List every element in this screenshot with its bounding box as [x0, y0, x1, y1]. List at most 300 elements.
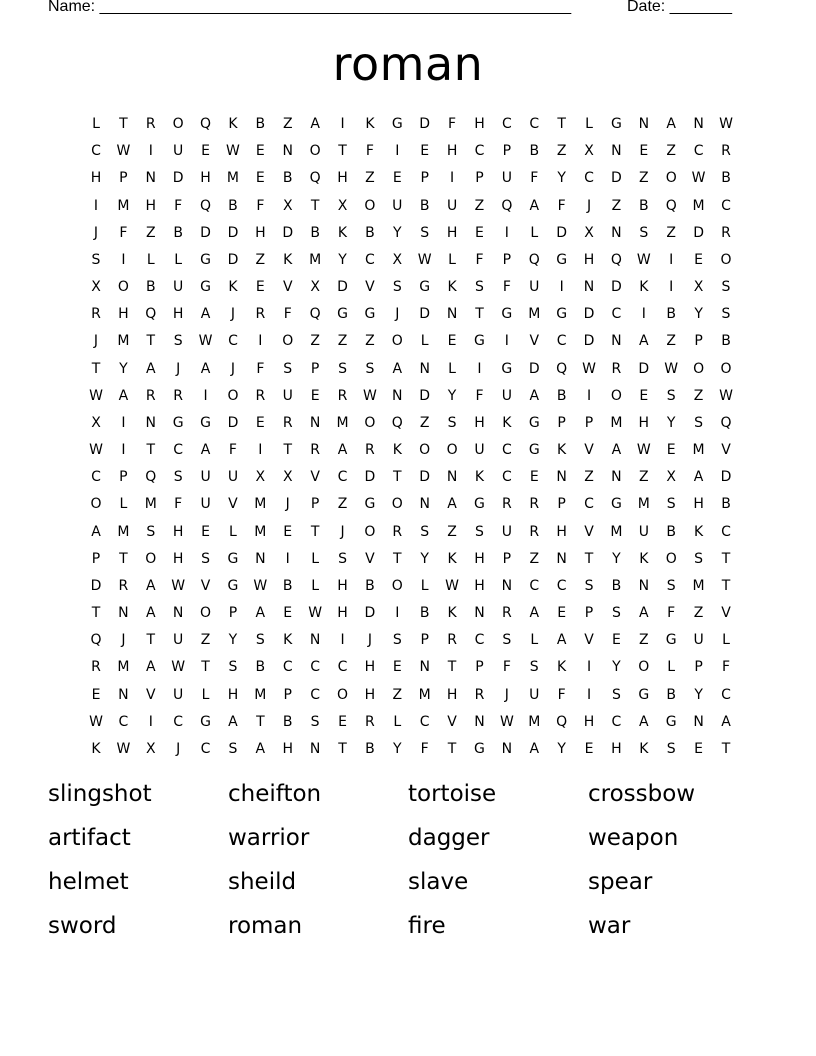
grid-letter: Q: [200, 197, 212, 214]
grid-letter: E: [201, 143, 210, 160]
grid-letter: Z: [556, 143, 567, 160]
grid-letter: L: [585, 116, 593, 132]
grid-letter: E: [255, 279, 265, 296]
grid-letter: D: [611, 279, 622, 296]
grid-letter: Z: [529, 550, 540, 567]
grid-letter: F: [283, 306, 292, 323]
grid-letter: N: [474, 713, 485, 730]
grid-letter: H: [474, 577, 485, 594]
grid-letter: H: [337, 577, 348, 594]
grid-letter: P: [420, 170, 429, 187]
grid-letter: T: [91, 605, 101, 622]
grid-letter: T: [201, 659, 210, 676]
grid-letter: T: [557, 116, 566, 132]
grid-letter: F: [228, 442, 237, 459]
grid-letter: R: [721, 224, 731, 241]
grid-letter: C: [501, 469, 512, 486]
grid-letter: M: [254, 496, 267, 513]
grid-letter: R: [173, 387, 184, 404]
grid-letter: K: [228, 279, 238, 296]
grid-letter: I: [340, 116, 345, 132]
grid-letter: G: [556, 306, 568, 323]
grid-letter: G: [474, 741, 485, 757]
grid-letter: N: [638, 116, 650, 132]
grid-letter: F: [119, 224, 128, 241]
grid-letter: C: [501, 442, 512, 459]
grid-letter: O: [364, 197, 376, 214]
grid-letter: O: [391, 496, 403, 513]
grid-letter: U: [501, 523, 512, 540]
grid-letter: C: [173, 713, 184, 730]
grid-letter: I: [586, 659, 592, 676]
grid-letter: P: [91, 550, 101, 567]
grid-letter: I: [504, 224, 509, 241]
grid-letter: J: [285, 496, 290, 513]
grid-letter: R: [145, 116, 156, 132]
grid-letter: H: [337, 170, 348, 187]
word-list-item: roman: [228, 913, 303, 939]
grid-letter: V: [584, 442, 594, 459]
grid-letter: Q: [145, 306, 157, 323]
grid-letter: O: [693, 360, 705, 377]
grid-letter: H: [474, 550, 485, 567]
grid-letter: R: [118, 577, 129, 594]
grid-letter: H: [255, 224, 266, 241]
grid-letter: J: [230, 306, 236, 323]
grid-letter: J: [230, 360, 236, 377]
grid-letter: A: [529, 741, 540, 757]
grid-letter: G: [610, 496, 622, 513]
grid-letter: D: [282, 224, 294, 241]
grid-letter: R: [529, 523, 540, 540]
grid-letter: I: [258, 333, 263, 350]
grid-letter: S: [392, 632, 402, 649]
grid-letter: Y: [694, 686, 703, 703]
grid-letter: Q: [145, 469, 157, 486]
grid-letter: B: [556, 387, 567, 404]
word-list-item: sword: [48, 913, 117, 939]
letter-grid: [89, 116, 733, 757]
grid-letter: H: [638, 414, 650, 431]
grid-letter: Q: [610, 251, 622, 268]
grid-letter: I: [395, 143, 400, 160]
grid-letter: Y: [393, 224, 402, 241]
grid-letter: N: [145, 170, 157, 187]
grid-letter: F: [448, 116, 457, 132]
grid-letter: A: [447, 496, 457, 513]
grid-letter: G: [337, 306, 348, 323]
grid-letter: R: [91, 306, 101, 323]
grid-letter: Z: [693, 605, 704, 622]
grid-letter: G: [556, 251, 568, 268]
grid-letter: O: [200, 605, 212, 622]
grid-letter: G: [391, 116, 403, 132]
grid-letter: P: [420, 632, 429, 649]
grid-letter: X: [91, 279, 101, 296]
grid-letter: N: [282, 143, 293, 160]
grid-letter: C: [337, 659, 348, 676]
grid-letter: S: [338, 550, 347, 567]
grid-letter: Y: [557, 170, 566, 187]
grid-letter: A: [145, 605, 156, 622]
grid-letter: C: [693, 143, 704, 160]
grid-letter: C: [118, 713, 129, 730]
grid-letter: R: [447, 632, 457, 649]
grid-letter: C: [337, 469, 348, 486]
grid-letter: L: [667, 659, 676, 676]
grid-letter: W: [499, 713, 514, 730]
grid-letter: M: [117, 659, 130, 676]
grid-letter: P: [228, 605, 238, 622]
grid-letter: R: [529, 496, 540, 513]
grid-letter: I: [450, 170, 455, 187]
grid-letter: H: [556, 523, 567, 540]
grid-letter: S: [392, 279, 402, 296]
grid-letter: B: [721, 170, 731, 187]
grid-letter: V: [584, 523, 594, 540]
grid-letter: A: [91, 523, 101, 540]
grid-letter: G: [665, 713, 677, 730]
grid-letter: N: [172, 605, 184, 622]
grid-letter: E: [392, 659, 402, 676]
grid-letter: Z: [584, 469, 594, 486]
grid-letter: O: [665, 170, 677, 187]
grid-letter: V: [447, 713, 457, 730]
grid-letter: C: [501, 116, 512, 132]
word-list-item: helmet: [48, 869, 129, 895]
grid-letter: A: [118, 387, 129, 404]
grid-letter: V: [365, 550, 375, 567]
grid-letter: N: [118, 686, 129, 703]
word-list-item: dagger: [408, 825, 490, 851]
grid-letter: T: [721, 741, 731, 757]
grid-letter: S: [283, 360, 293, 377]
grid-letter: G: [364, 496, 376, 513]
grid-letter: M: [226, 170, 239, 187]
word-list-item: slingshot: [48, 781, 152, 807]
grid-letter: K: [392, 442, 402, 459]
word-list-item: crossbow: [588, 781, 696, 807]
grid-letter: I: [340, 632, 345, 649]
grid-letter: K: [283, 251, 293, 268]
grid-letter: O: [309, 143, 321, 160]
grid-letter: K: [447, 279, 457, 296]
grid-letter: S: [91, 251, 101, 268]
grid-letter: W: [308, 605, 323, 622]
grid-letter: C: [474, 632, 485, 649]
worksheet-header: [0, 0, 816, 20]
grid-letter: T: [475, 306, 484, 323]
grid-letter: Z: [666, 333, 676, 350]
grid-letter: H: [474, 414, 485, 431]
grid-letter: F: [174, 496, 183, 513]
grid-letter: J: [93, 333, 99, 350]
grid-letter: B: [282, 577, 293, 594]
grid-letter: S: [173, 469, 183, 486]
grid-letter: B: [365, 741, 375, 757]
grid-letter: A: [666, 116, 676, 132]
grid-letter: A: [639, 713, 649, 730]
grid-letter: T: [447, 741, 457, 757]
grid-letter: O: [419, 442, 431, 459]
grid-letter: Y: [420, 550, 429, 567]
grid-letter: J: [586, 197, 592, 214]
grid-letter: I: [285, 550, 290, 567]
grid-letter: B: [666, 523, 676, 540]
grid-letter: E: [611, 632, 621, 649]
grid-letter: D: [200, 224, 211, 241]
grid-letter: P: [694, 333, 703, 350]
grid-letter: W: [171, 659, 186, 676]
grid-letter: L: [448, 360, 456, 377]
word-list-item: slave: [408, 869, 469, 895]
grid-letter: Z: [639, 632, 649, 649]
grid-letter: O: [720, 360, 732, 377]
grid-letter: F: [256, 360, 265, 377]
grid-letter: X: [310, 279, 320, 296]
grid-letter: G: [474, 333, 485, 350]
grid-letter: N: [309, 414, 321, 431]
grid-letter: V: [145, 686, 156, 703]
grid-letter: B: [529, 143, 540, 160]
grid-letter: A: [200, 442, 211, 459]
grid-letter: U: [173, 279, 184, 296]
grid-letter: E: [392, 170, 402, 187]
grid-letter: P: [584, 605, 594, 622]
grid-letter: M: [610, 414, 623, 431]
grid-letter: U: [529, 279, 540, 296]
grid-letter: M: [418, 686, 431, 703]
grid-letter: Q: [501, 197, 513, 214]
grid-letter: Z: [145, 224, 156, 241]
grid-letter: T: [119, 116, 128, 132]
grid-letter: N: [638, 577, 650, 594]
grid-letter: R: [282, 414, 293, 431]
grid-letter: C: [200, 741, 211, 757]
grid-letter: A: [228, 713, 238, 730]
grid-letter: H: [172, 306, 184, 323]
grid-letter: Y: [612, 659, 621, 676]
grid-letter: S: [475, 279, 484, 296]
grid-letter: F: [475, 251, 484, 268]
grid-letter: N: [446, 306, 458, 323]
grid-letter: W: [636, 251, 651, 268]
grid-letter: Q: [309, 306, 321, 323]
grid-letter: E: [420, 143, 430, 160]
grid-letter: Z: [255, 251, 266, 268]
grid-letter: S: [611, 605, 621, 622]
grid-letter: X: [282, 469, 293, 486]
grid-letter: D: [419, 116, 431, 132]
grid-letter: S: [475, 523, 484, 540]
grid-letter: U: [392, 197, 403, 214]
grid-letter: A: [145, 577, 156, 594]
grid-letter: A: [611, 442, 622, 459]
grid-letter: S: [666, 577, 676, 594]
grid-letter: J: [395, 306, 400, 323]
grid-letter: Z: [693, 387, 704, 404]
grid-letter: Z: [392, 686, 403, 703]
grid-letter: V: [365, 279, 375, 296]
grid-letter: M: [692, 197, 705, 214]
grid-letter: E: [529, 469, 539, 486]
grid-letter: A: [721, 713, 731, 730]
grid-letter: P: [584, 414, 594, 431]
grid-letter: D: [556, 224, 568, 241]
grid-letter: E: [694, 741, 704, 757]
grid-letter: V: [282, 279, 293, 296]
grid-letter: G: [474, 496, 485, 513]
grid-letter: V: [721, 442, 731, 459]
grid-letter: K: [91, 741, 101, 757]
grid-letter: D: [638, 360, 650, 377]
grid-letter: K: [557, 442, 567, 459]
grid-letter: A: [200, 360, 211, 377]
grid-letter: B: [721, 333, 731, 350]
word-list-item: sheild: [228, 869, 297, 895]
grid-letter: J: [504, 686, 509, 703]
grid-letter: E: [639, 387, 649, 404]
grid-letter: D: [227, 251, 239, 268]
grid-letter: U: [693, 632, 704, 649]
grid-letter: A: [255, 605, 266, 622]
grid-letter: N: [501, 741, 513, 757]
grid-letter: U: [501, 387, 512, 404]
grid-letter: I: [395, 605, 400, 622]
grid-letter: G: [200, 279, 211, 296]
grid-letter: N: [419, 360, 430, 377]
grid-letter: S: [447, 414, 457, 431]
grid-letter: G: [227, 577, 239, 594]
grid-letter: E: [475, 224, 484, 241]
grid-letter: F: [557, 197, 566, 214]
grid-letter: O: [446, 442, 458, 459]
grid-letter: T: [119, 550, 128, 567]
grid-letter: Q: [556, 713, 568, 730]
word-list-item: warrior: [228, 825, 310, 851]
grid-letter: N: [556, 550, 567, 567]
grid-letter: B: [228, 197, 238, 214]
grid-letter: E: [694, 251, 704, 268]
grid-letter: D: [227, 224, 239, 241]
grid-letter: R: [365, 713, 375, 730]
grid-letter: W: [636, 442, 651, 459]
grid-letter: S: [529, 659, 539, 676]
grid-letter: A: [693, 469, 704, 486]
grid-letter: R: [255, 387, 266, 404]
grid-letter: M: [610, 523, 623, 540]
grid-letter: M: [692, 442, 705, 459]
grid-letter: L: [420, 333, 429, 350]
grid-letter: Q: [665, 197, 677, 214]
grid-letter: T: [721, 577, 731, 594]
grid-letter: K: [502, 414, 512, 431]
grid-letter: C: [584, 496, 594, 513]
grid-letter: U: [529, 686, 540, 703]
grid-letter: T: [146, 442, 156, 459]
grid-letter: S: [694, 414, 704, 431]
grid-letter: P: [119, 469, 128, 486]
grid-letter: N: [474, 605, 485, 622]
word-list-item: tortoise: [408, 781, 497, 807]
grid-letter: M: [692, 577, 705, 594]
grid-letter: M: [117, 523, 130, 540]
grid-letter: P: [502, 143, 512, 160]
grid-letter: B: [282, 170, 293, 187]
grid-letter: S: [420, 523, 430, 540]
grid-letter: L: [92, 116, 100, 132]
grid-letter: R: [91, 659, 101, 676]
grid-letter: I: [121, 414, 126, 431]
grid-letter: K: [639, 550, 649, 567]
grid-letter: D: [528, 360, 540, 377]
grid-letter: J: [176, 741, 181, 757]
grid-letter: S: [310, 713, 320, 730]
grid-letter: Q: [556, 360, 568, 377]
grid-letter: C: [611, 306, 622, 323]
grid-letter: C: [91, 469, 101, 486]
grid-letter: S: [666, 741, 676, 757]
grid-letter: A: [145, 659, 156, 676]
grid-letter: A: [310, 116, 320, 132]
grid-letter: Z: [666, 143, 676, 160]
grid-letter: Y: [228, 632, 238, 649]
grid-letter: W: [719, 116, 733, 132]
grid-letter: E: [255, 414, 265, 431]
grid-letter: Y: [447, 387, 457, 404]
grid-letter: F: [557, 686, 566, 703]
grid-letter: H: [172, 523, 184, 540]
grid-letter: G: [528, 414, 540, 431]
grid-letter: A: [145, 360, 156, 377]
grid-letter: X: [337, 197, 348, 214]
grid-letter: J: [176, 360, 181, 377]
grid-letter: X: [282, 197, 293, 214]
grid-letter: O: [610, 387, 622, 404]
grid-letter: N: [693, 116, 704, 132]
grid-letter: R: [501, 605, 512, 622]
grid-letter: Q: [528, 251, 540, 268]
grid-letter: B: [282, 713, 293, 730]
grid-letter: H: [227, 686, 239, 703]
grid-letter: D: [364, 605, 376, 622]
grid-letter: W: [116, 741, 131, 757]
grid-letter: Q: [720, 414, 732, 431]
grid-letter: L: [530, 632, 539, 649]
grid-letter: G: [419, 279, 431, 296]
grid-letter: P: [310, 360, 320, 377]
grid-letter: X: [392, 251, 403, 268]
grid-letter: S: [721, 306, 731, 323]
grid-letter: F: [256, 197, 265, 214]
grid-letter: A: [529, 387, 540, 404]
grid-letter: B: [173, 224, 183, 241]
grid-letter: F: [502, 279, 511, 296]
grid-letter: G: [172, 414, 184, 431]
grid-letter: X: [255, 469, 266, 486]
grid-letter: Y: [612, 550, 621, 567]
grid-letter: T: [91, 360, 101, 377]
grid-letter: X: [666, 469, 676, 486]
grid-letter: R: [474, 686, 485, 703]
grid-letter: S: [721, 279, 731, 296]
grid-letter: F: [420, 741, 429, 757]
grid-letter: D: [583, 306, 595, 323]
grid-letter: H: [118, 306, 129, 323]
grid-letter: J: [367, 632, 372, 649]
grid-letter: W: [664, 360, 679, 377]
grid-letter: G: [665, 632, 677, 649]
